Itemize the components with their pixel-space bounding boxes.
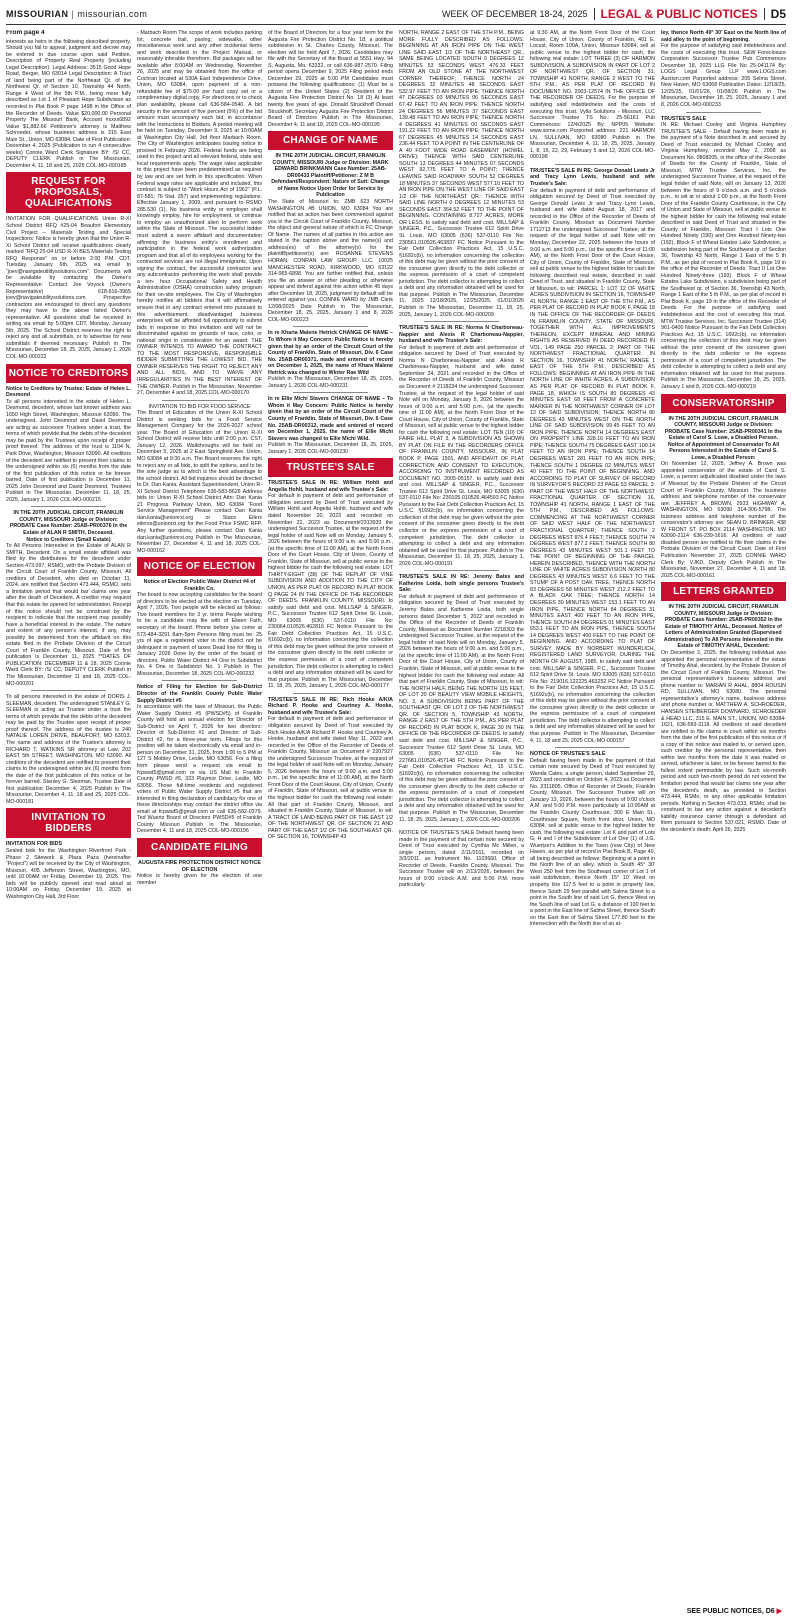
notice-text: Notice of Election Public Water District #4 of Franklin Co.	[143, 579, 256, 592]
notice-divider	[686, 112, 761, 113]
column-2	[137, 30, 262, 1605]
notice-text: In re Kharia Malene Hetrick CHANGE OF NAME – To Whom it May Concern: Public Notice is hereby given that by an order of the Circuit Court of the County of Franklin, State of Missouri, Div. 6 Case No. 25AB-DR00371, made and entered of record on December 1, 2025, the name of Khara Malene Hetrick was changed to Winter Rae Wild	[268, 330, 393, 376]
notice-text: For default in payment of debt and performance of obligation secured by Deed of Trust executed by Norma N Charboneau-Nappier and Alexis R Charboneau-Nappier, husband and wife dated September 24, 2021 and recorded in the Office of the Recorder of Deeds of Franklin County, Missouri as Document # 2118234 the undersigned Successor Trustee, at the request of the legal holder of said Note will on Monday, January 5, 2026 between the hours of 9:00 a.m. and 5:00 p.m., (at the specific time of 11:00 AM), at the North Front Door of the Court House, City of Union, County of Franklin, State of Missouri, sell at public venue to the highest bidder for cash the following real estate: LOT TEN (10) OF FAIRE HILL PLAT 3, A SUBDIVISION AS SHOWN BY PLAT ON FILE IN THE RECORDERS OFFICE OF FRANKLIN COUNTY, MISSOURI, IN PLAT BOOK P, PAGE 1501, AND AFFIDAVIT OF PLAT CORRECTION AND CONSENT TO EXECUTION, ACCORDING TO INSTRUMENT RECORDED AS DOCUMENT NO. 2005-05157. to satisfy said debt and cost. MILLSAP & SINGER, P.C., Successor Trustee 612 Spirit Drive St. Louis, MO 63005 (636) 537-0110 File No: 230105.010526.464593 FC Notice Pursuant to the Fair Debt Collection Practices Act, 15 U.S.C. §1692c(b), no information concerning the collection of this debt may be given without the prior consent of the consumer given directly to the debt collector or the express permission of a court of competent jurisdiction. The debt collector is attempting to collect a debt and any information obtained will be used for that purpose. Publish in The Missourian, December 11, 18, 25, 2025, January 1, 2026 COL-MO-000191	[399, 344, 524, 567]
arrow-right-icon: ▶	[776, 1608, 782, 1615]
notice-text: IN THE 20TH JUDICIAL CIRCUIT, FRANKLIN COUNTY, MISSOURI Judge or Division: MARK EDWARD BRINKMANN Case Number: 25AB-DR00433 Plaintiff/Petitioner: Z M B Defendant/Respondent: Nature of Suit: Change of Name Notice Upon Order for Service by Publication	[271, 153, 390, 199]
notice-divider	[293, 693, 368, 694]
notice-text: On November 12, 2025, Jeffrey A. Brown was appointed conservator of the estate of Carol S. Lowe, a person adjudicated disabled under the laws of Missouri by the Probate Division of the Circuit Court of Franklin County, Missouri. The business address and telephone number of the conservator are: JEFFREY A. BROWN, 2933 HIGHWAY A, WASHINGTON, MO 63090 314-306-5798. The business address and telephone number of the conservator's attorney are: SEAN D. BRINKER, 438 W FRONT ST. PO BOX 2114 WASHINGTON, MO 63090-2114 636-239-1616. All creditors of said disabled person are notified to file their claims in the Probate Division of the Circuit Court. Date of First Publication November 27, 2025 CONNIE WARD Clerk By: VJKD, Deputy Clerk Publish in The Missourian, November 27, December 4, 11 and 18, 2025 COL-MO-000161	[661, 461, 786, 579]
notice-text: The board is now accepting candidates for the board of directors to be elected at the election on Tuesday, April 7, 2026. Two people will be elected as follows: Two board members for 3 yr. terms People wishing to be a candidate may file with of Eileen Fath, secretary of the board. Phone before you come at 573-484-3291 8am-5pm Persons filing must be: 25 yrs of age a registered voter in the district not be delinquent in payment of taxes Dead line for filing is January 2026 Done by the order of the board of directors, Public Water District #4 One in Subdistrict No. 4 One in Subdistrict No. 1 Publish in The Missourian, December 18, 2025 COL-MO-000232	[137, 592, 262, 677]
notice-text: Notice to Creditors by Trustee: Estate of Helen L. Desmond	[6, 385, 131, 399]
notice-divider	[293, 326, 368, 327]
notice-text: Notice of Filing for Election for Sub-District Director of the Franklin County Public Water Supply District #5	[137, 684, 262, 704]
notice-text: For the purpose of satisfying said indebtedness and the costs of executing this trust. S&W Foreclosure Corporation Successor Trustee Pub Commences December 18, 2025 LLG File No 25-041174 By: LOGS Legal Group LLP www.LOGS.com Auction.com Purported address: 205 Selma Street, New Haven, MO 63068 Publication Dates: 12/18/25, 12/25/25, 01/01/26, 01/08/26 Publish in The Missourian, December 18, 25, 2025, January 1 and 8, 2026 COL-MO-000233	[661, 43, 786, 109]
column-4	[399, 30, 524, 1605]
section-heading: REQUEST FOR PROPOSALS, QUALIFICATIONS	[6, 172, 131, 213]
notice-columns	[6, 30, 786, 1605]
notice-text: INVITATION TO BID FOR FOOD SERVICE	[148, 403, 251, 410]
notice-text: interests as heirs in the following described property. Should you fail to appear, judgment and decree may be entered in due course upon said Petition. Description of Property Real Property (including Legal Description): Legal Address: 3515 Good Hope Road, Berger, MO 63014 Legal Description: A Tract of land being part of the Northeast Qr. of the Northwest Qr. of Section 10, Township 44 North, Range 4 West of the 5th P.M., being more fully described as Lot 1 of Pleasant Hope Subdivision as recorded in Plat Book P page 1498 in the Office of the Recorder of Deeds. Value $20,000.00 Personal Property The Missouri Bank, Account #xxxx6892 Value $1,882.66 Petitioner's attorney is Matthew Schroeder, whose business address is 315 East Main St., Union, MO 63084. Date of First Publication: December 4, 2025 (Publication to run 4 consecutive weeks) Connie Ward Clerk Signature BY: /S/ CC, DEPUTY CLERK Publish in The Missourian, December 4, 11, 18 and 25, 2025 COL-MO-000185	[6, 38, 131, 169]
notice-divider	[424, 826, 499, 827]
section-heading: TRUSTEE'S SALE	[268, 458, 393, 477]
notice-text: Publish in The Missourian, December 18, 25, 2025, January 1, 2026 COL-MO-000230	[268, 442, 393, 455]
notice-text: For default in payment of debt and performance of obligation secured by Deed of Trust executed by William Hohlt and Angelia Hohlt, husband and wife dated November 20, 2023 and recorded on November 21, 2023 as Document#2313933 the undersigned Successor Trustee, at the request of the legal holder of said Note will on Monday, January 5, 2026 between the hours of 9:00 a.m. and 5:00 p.m., (at the specific time of 11:00 AM), at the North Front Door of the Court House, City of Union, County of Franklin, State of Missouri, sell at public venue to the highest bidder for cash the following real estate: LOT THIRTY-EIGHT (38) OF THE REPLAT OF VINE SUBDIVISION AND ADDITION TO THE CITY OF UNION, AS PER PLAT OF RECORD IN PLAT BOOK Q PAGE 24 IN THE OFFICE OF THE RECORDER OF DEEDS, FRANKLIN COUNTY, MISSOURI. to satisfy said debt and cost. MILLSAP & SINGER, P.C., Successor Trustee 612 Spirit Drive St. Louis, MO 63005 (636) 537-0110 File No: 230064.010526.462816 FC Notice Pursuant to the Fair Debt Collection Practices Act, 15 U.S.C. §1692c(b), no information concerning the collection of this debt may be given without the prior consent of the consumer given directly to the debt collector or the express permission of a court of competent jurisdiction. The debt collector is attempting to collect a debt and any information obtained will be used for that purpose. Publish in The Missourian, December 11, 18, 25, 2025, January 1, 2026 COL-MO-000177	[268, 493, 393, 690]
notice-text: of the Board of Directors for a four year term for the Augusta Fire Protection District No. 18, a political subdivision in St. Charles County, Missouri. The election will be held April 7, 2026. Candidates may file with the Secretary of the Board at 5551 Hwy. 94 S, Augusta, Mo. 63332, or call 636-987-2570. Filing period opens December 9, 2025 Filing period ends December 29, 2025 at 5:00 PM Candidates must possess the following qualifications: (1) Must be a citizen of the United States (2) Resident of the Augusta Fire Protection District No. 18 (3) At least twenty five years of age. Donald Struckhoff Donald Struckhoff, Secretary Augusta Fire Protection District Board of Directors Publish in The Missourian, December 4, 11 and 18, 2025 COL-MO-000195	[268, 30, 393, 128]
notice-text: In re Ellie Michi Stavers CHANGE OF NAME – To Whom it May Concern: Public Notice is hereby given that by an order of the Circuit Court of the County of Franklin, State of Missouri, Div. 6 Case No. 25AB-DR00312, made and entered of record on December 1, 2025, the name of Ellie Michi Stavers was changed to Ellie Michi Wild.	[268, 396, 393, 442]
section-heading: NOTICE OF ELECTION	[137, 557, 262, 576]
column-5	[530, 30, 655, 1605]
notice-text: IN THE 20TH JUDICIAL CIRCUIT, FRANKLIN COUNTY, MISSOURI Judge or Division: PROBATE Case Number: 25AB-PR00352 In the Estate of TIMOTHY AHAL, Deceased. Notice of Letters of Administration Granted (Supervised Administration) To All Persons Interested in the Estate of TIMOTHY AHAL, Decedent:	[663, 604, 784, 650]
notice-divider	[293, 392, 368, 393]
notice-text: TRUSTEE'S SALE IN RE: George Donald Lewis Jr and Tracy Lynn Lewis, husband and wife Trustee's Sale:	[530, 167, 655, 188]
column-6	[661, 30, 786, 1605]
notice-text: IN RE: Michael Cooley and Virginia Humphrey TRUSTEE'S SALE - Default having been made in the payment of a Note described in and secured by Deed of Trust executed by Michael Cooley and Virginia Humphrey, recorded May 2, 2008 as Document No. 0808205, in the office of the Recorder of Deeds for the County of Franklin, State of Missouri, MTW Trustee Services, Inc. the undersigned Successor Trustee, at the request of the legal holder of said Note, will on January 13, 2026 between the hours of 9 o'clock a.m. and 5 o'clock p.m., to wit at or about 1:00 p.m., at the North Front Door of the Franklin County Courthouse, in the City of Union and State of Missouri, sell at public venue to the highest bidder for cash the following real estate described in said Deed of Trust and situated in the County of Franklin, Missouri: Tract I Lots One Hundred Ninety (190) and One Hundred Ninety-two (192), Block F of Wheat Estates Lake Subdivision, a subdivision being part of the Southwest qr. of Section 36, Township 43 North, Range 1 East of the 5 th P.M., as per plat of record in Plat Book K, page 19 in the office of the Recorder of Deeds. Tract II Lot One Hundred Ninety-three (193), Block F of Wheat Estates Lake Subdivision, a subdivision being part of the Southwest qr. of Section 36, Township 43 North, Range 1 East of the 5 th P.M., as per plat of record in Plat Book K, page 19 in the office of the Recorder of Deeds. For the purpose of satisfying said indebtedness and the cost of executing this trust. MTW Trustee Services, Inc. Successor Trustee (314) 961-0400 Notice Pursuant to the Fair Debt Collection Practices Act, 15 U.S.C. 1692c(b), no information concerning the collection of this debt may be given without the prior consent of the consumer given directly to the debt collector or the express permission of a court of competent jurisdiction. The debt collector is attempting to collect a debt and any information obtained will be used for that purpose. Publish in The Missourian, December 18, 25, 2025, January 1 and 8, 2026 COL-MO-000219	[661, 122, 786, 390]
notice-text: Publish in The Missourian, December 18, 25, 2025, January 1, 2026 COL-MO-000231	[268, 376, 393, 389]
notice-text: NOTICE OF TRUSTEE'S SALE Default having been made in the payment of that certain note secured by Deed of Trust executed by Cynthia Mc Millen, a single person, dated 2/11/2011, recorded on 3/3/2011, as Instrument No. 1103660, Office of Recorder of Deeds, Franklin County, Missouri. The Successor Trustee will on 2/13/2026, between the hours of 9:00 o'clock A.M. and 5:00 P.M. more particularly	[399, 830, 524, 889]
continue-text: SEE PUBLIC NOTICES, D6	[686, 1608, 775, 1615]
notice-text: To All Persons Interested in the Estate of ALAN R SMITH, Decedent: On a small estate affidavit was filed by the distributees for the decedent under Section 473.097, RSMO, with the Probate Division of the Circuit Court of Franklin County, Missouri. All creditors of Decedent, who died on October 11, 2024, are notified that Section 473.444, RSMO, sets a limitation period that would bar claims one year after the death of Decedent. A creditor may request that this estate be opened for administration. Receipt of this notice should not be construed by the recipient to indicate that the recipient may possibly have a beneficial interest in the estate. The nature and extent of any person's interest, if any, may possibly be determined from the affidavit on this estate filed in the Probate Division of the Circuit Court of Franklin County, Missouri. Date of first publication is December 11, 2025 **DATES OF PUBLICATION: DECEMBER 11 & 18, 2025 Connie Ward Clerk BY: /S/ CC, DEPUTY CLERK Publish in The Missourian, December 11 and 18, 2025 COL-MO-000201	[6, 543, 131, 687]
notice-text: To all persons interested in the estate of Helen L. Desmond, decedent, whose last known address was 1650 High Street, Washington, Missouri 63090. The undersigned, John Desmond and David Desmond are acting as successor Trustees under a trust, the terms of which provide that the debts of the decedent may be paid by the Trustees upon receipt of proper proof thereof. The address of the trust is 1104 N. Park Drive, Washington, Missouri 63090. All creditors of the decedent are notified to present their claims to the undersigned within six (6) months from the date of the first publication of this notice or be forever barred. Date of first publication is December 11, 2025 John Desmond and David Desmond, Trustees Publish in The Missourian, December 11, 18, 25, 2025, January 1, 2026 COL-MO-000215	[6, 398, 131, 503]
section-title: LEGAL & PUBLIC NOTICES	[600, 7, 758, 21]
notice-text: TRUSTEE'S SALE	[661, 115, 707, 122]
notice-text: For default in payment of debt and performance of obligation secured by Deed of Trust executed by Rich Hooke A/K/A Richard P. Hooke and Courtney A. Hooke, husband and wife dated May 11, 2022 and recorded in the Office of the Recorder of Deeds of Franklin County, Missouri as Document # 2207927 the undersigned Successor Trustee, at the request of the legal holder of said Note will on Monday, January 5, 2026 between the hours of 9:00 a.m. and 5:00 p.m., (at the specific time of 11:00 AM), at the North Front Door of the Court House, City of Union, County of Franklin, State of Missouri, sell at public venue to the highest bidder for cash the following real estate: All that part of Franklin County, Missouri, and situated in Franklin County, State of Missouri, to wit: A TRACT OF LAND BEING PART OF THE EAST 1/2 OF THE NORTHWEST QR. OF SECTION 21 AND PART OF THE EAST 1/2 OF THE SOUTHEAST QR. OF SECTION 16, TOWNSHIP 43	[268, 716, 393, 841]
notice-text: To all persons interested in the estate of DORIS J. SLEEMAN, decedent. The undersigned STANLEY G. SLEEMAN is acting as Trustee under a trust the terms of which provide that the debts of the decedent may be paid by the Trustee upon receipt of proper proof thereof. The address of the trustee is 240 NATALIE LOREN DRIVE, BEAUFORT, MO 63013. The name and address of the Trustee's attorney is RICHARD T. WATKINS SR attorney at Law, 202 EAST 5th STREET, WASHINGTON, MO 63090. All creditors of the decedent are notified to present their claims to the undersigned within six (6) months from the date of the first publication of this notice or be forever barred. Stanley G. Sleeman, Trustee Date of first publication December 4, 2025 Publish in The Missourian, December 4, 11, 18 and 25, 2025 COL-MO-000181	[6, 694, 131, 805]
notice-text: For default in payment of debt and performance of obligation secured by Deed of Trust executed by George Donald Lewis Jr and Tracy Lynn Lewis, husband and wife dated August 18, 2017 and recorded in the Office of the Recorder of Deeds of Franklin County, Missouri as Document Number 1712713 the undersigned Successor Trustee, at the request of the legal holder of said Note will on Monday, December 22, 2025 between the hours of 9:00 a.m. and 5:00 p.m., (at the specific time of 11:00 AM), at the North Front Door of the Court House, City of Union, County of Franklin, State of Missouri, sell at public venue to the highest bidder for cash the following described real estate, described in said Deed of Trust, and situated in Franklin County, State of Missouri, to wit: PARCEL 1: LOT 12 OF WHITE ACRES SUBDIVISION IN SECTION 16, TOWNSHIP 41 NORTH, RANGE 1 EAST OF THE 5TH P.M., AS PER PLAT OF RECORD IN PLAT BOOK F, PAGE 18 IN THE OFFICE OF THE RECORDER OF DEEDS IN FRANKLIN COUNTY, STATE OF MISSOURI. TOGETHER WITH ALL IMPROVEMENTS THEREON, EXCEPT MINERAL AND MINING RIGHTS AS RESERVED IN DEED RECORDED IN VOL. 149 PAGE 250 PARCEL 2: PART OF THE NORTHWEST FRACTIONAL QUARTER IN SECTION 16, TOWNSHIP 41 NORTH, RANGE 1 EAST OF THE 5TH P.M., DESCRIBED AS FOLLOWS: BEGINNING AT AN IRON PIPE IN THE NORTH LINE OF WHITE ACRES, A SUBDIVISION AS PER PLAT OF RECORD IN PLAT BOOK F, PAGE 18, WHICH IS SOUTH 80 DEGREES 43 MINUTES EAST 68 FEET FROM A CONCRETE MARKER IN THE NORTHWEST CORNER OF LOT 12 OF SAID SUBDIVISION; THENCE NORTH 80 DEGREES 43 MINUTES WEST ON THE NORTH LINE OF SAID SUBDIVISION 99.45 FEET TO AN IRON PIPE; THENCE NORTH 14 DEGREES EAST ON PROPERTY LINE 328.16 FEET TO AN IRON PIPE; THENCE SOUTH 75 DEGREES EAST 100.14 FEET TO AN IRON PIPE; THENCE SOUTH 14 DEGREES WEST 281 FEET TO AN IRON PIPE; THENCE SOUTH 1 DEGREE 02 MINUTES WEST 40 FEET TO THE POINT OF BEGINNING. AND ACCORDING TO PLAT OF SURVEY OF RECORD IN SURVEYOR'S RECORD 23 PAGE 53 PARCEL 3: PART OF THE WEST HALF OF THE NORTHWEST FRACTIONAL QUARTER OF SECTION 16, TOWNSHIP 41 NORTH, RANGE 1 EAST OF THE 5TH P.M., DESCRIBED AS FOLLOWS: COMMENCING AT THE NORTHWEST CORNER OF SAID WEST HALF OF THE NORTHWEST FRACTIONAL QUARTER; THENCE SOUTH 2 DEGREES WEST 876.4 FEET; THENCE SOUTH 74 DEGREES WEST 877.2 FEET; THENCE SOUTH 80 DEGREES 43 MINUTES WEST 501.1 FEET TO THE POINT OF BEGINNING OF THE PARCEL HEREIN DESCRIBED, THENCE WITH THE NORTH LINE OF WHITE ACRES SUBDIVISION NORTH 80 DEGREES 43 MINUTES WEST 6.6 FEET TO THE STUMP OF A POST OAK TREE, THENCE NORTH 83 DEGREES 58 MINUTES WEST 212.2 FEET TO A BLACK OAK TREE; THENCE NORTH 14 DEGREES 30 MINUTES WEST 153.1 FEET TO AN IRON PIPE, THENCE NORTH 84 DEGREES 31 MINUTES EAST 400 FEET TO AN IRON PIPE, THENCE SOUTH 84 DEGREES 01 MINUTES EAST 653.1 FEET TO AN IRON PIPE, THENCE SOUTH 14 DEGREES WEST 400 FEET TO THE POINT OF BEGINNING. AND ACCORDING TO PLAT OF SURVEY MADE BY NORBERT WUNDERLICH, REGISTERED LAND SURVEYOR, DURING THE MONTH OF AUGUST, 1985. to satisfy said debt and cost. MILLSAP & SINGER, P.C., Successor Trustee 612 Spirit Drive St. Louis, MO 63005 (636) 537-0110 File No: 219016.122225.463252 FC Notice Pursuant to the Fair Debt Collection Practices Act, 15 U.S.C. §1692c(b), no information concerning the collection of this debt may be given without the prior consent of the consumer given directly to the debt collector or the express permission of a court of competent jurisdiction. The debt collector is attempting to collect a debt and any information obtained will be used for that purpose. Publish in The Missourian, December 4, 11, 18 and 25, 2025 COL-MO-000157	[530, 187, 655, 744]
notice-divider	[31, 690, 106, 691]
masthead-divider	[594, 8, 595, 20]
page-number: D5	[770, 7, 786, 21]
notice-text: NOTICE OF TRUSTEE'S SALE	[530, 751, 606, 758]
section-heading: INVITATION TO BIDDERS	[6, 808, 131, 838]
notice-divider	[424, 321, 499, 322]
notice-divider	[162, 400, 237, 401]
section-heading: CANDIDATE FILING	[137, 838, 262, 857]
notice-text: The Board of Education of the Union R-XI School District is seeking bids for a Food Service Management Company for the 2026-2027 school year. The Board of Education of the Union R-XI School District will receive bids until 2:00 p.m. CST, January 12, 2026. Walkthroughs will be held on December 5, 2025 at 2 East Springfield Ave. Union, MO 63084 at 9:30 a.m. The Board reserves the right to reject any or all bids, to split the options, and to be the sole judge as to which is the best advantage to the school district. All bid inquiries should be directed to Dr. Dan Kania, Assistant Superintendent, Union R-XI School District Telephone 636-583-8626 Address bids to: Union R-XI School District Attn: Dan Kania 21 Progress Parkway Union, MO 63084 “Food Service Management” Please contact Dan Kania dan.kania@unionrxi.org or Stace Eilers eilerss@unionrxi.org for the Food Price FSMC RFP. Any further questions, please contact Dan Kania dan.kania@unionrxi.org Publish in The Missourian, November 27, December 4, 11 and 18, 2025 COL-MO-000162	[137, 410, 262, 554]
notice-text: INVITATION FOR BIDS	[6, 841, 63, 848]
notice-text: NORTH, RANGE 2 EAST OF THE 5TH P.M., BEING MORE FULLY DESCRIBED AS FOLLOWS: BEGINNING AT AN IRON PIPE ON THE WEST LINE SAID EAST 1/2 OF THE NORTHEAST QR., SAME BEING LOCATED SOUTH 0 DEGREES 12 MINUTES 53 SECONDS WEST 476.33 FEET FROM AN OLD STONE AT THE NORTHWEST CORNER THEREOF; THENCE NORTH 24 DEGREES 32 MINUTES 48 SECONDS EAST 532.97 FEET TO AN IRON PIPE; THENCE NORTH 47 DEGREES 03 MINUTES 06 SECONDS EAST 67.42 FEET TO AN IRON PIPE; THENCE NORTH 24 DEGREES 56 MINUTES 37 SECONDS EAST 139.48 FEET TO AN IRON PIPE; THENCE NORTH 4 DEGREES 41 MINUTES 00 SECONDS EAST 191.22 FEET TO AN IRON PIPE; THENCE NORTH 67 DEGREES 45 MINUTES 14 SECONDS EAST 236.44 FEET TO A POINT IN THE CENTERLINE OF A 40 FOOT WIDE ROAD EASEMENT (HOWEL DRIVE); THENCE WITH SAID CENTERLINE SOUTH 13 DEGREES 44 MINUTES 07 SECONDS WEST 92.775 FEET TO A POINT; THENCE LEAVING SAID ROADWAY SOUTH 52 DEGREES 18 MINUTES 37 SECONDS WEST 577.10 FEET TO AN IRON PIPE ON THE WEST LINE OF SAID EAST 1/2 OF THE NORTHEAST QR.; THENCE WITH SAID LINE NORTH 0 DEGREES 12 MINUTES 53 SECONDS EAST 364.52 FEET TO THE POINT OF BEGINNING, CONTAINING 8.727 ACRES, MORE OR LESS. to satisfy said debt and cost. MILLSAP & SINGER, P.C., Successor Trustee 612 Spirit Drive St. Louis, MO 63005 (636) 537-0110 File No: 230561.010526.463837 FC Notice Pursuant to the Fair Debt Collection Practices Act, 15 U.S.C. §1692c(b), no information concerning the collection of this debt may be given without the prior consent of the consumer given directly to the debt collector or the express permission of a court of competent jurisdiction. The debt collector is attempting to collect a debt and any information obtained will be used for that purpose. Publish in The Missourian, December 11, 2025 12/18/2025, 12/25/2025, 01/01/2026 Publish in The Missourian, December 11, 18, 25, 2025, January 1, 2026 COL-MO-000209	[399, 30, 524, 318]
notice-text: TRUSTEE'S SALE IN RE: Jeremy Bates and Katherine Loida, both single persons Trustee's Sale:	[399, 574, 524, 594]
notice-text: - Marbach Room The scope of work includes parking lot, concrete trail, paving, sidewalks, other miscellaneous work and any other incidental items and work described in the Project Manual, or reasonably inferable therefrom. Bid packages will be available after 8:00AM on Wednesday, November 26, 2025 and may be obtained from the office of Cochran located at 530A East Independence Drive, Union, MO 63084, upon payment of a non-refundable fee of $75.00 per hard copy set or a complimentary digital copy. For directions or to check plan availability, please call 636-584-0540. A bid security in the amount of five percent (5%) of the bid amount must accompany each bid, in accordance with the Instructions to Bidders. A prebid meeting will be held on Tuesday, December 9, 2025 at 10:00AM at Washington City Hall, 3rd floor Marbach Room. The City of Washington anticipates issuing notice to proceed in February 2026. Federal funds are being used in this project and all relevant federal, state and local requirements apply. The wage rates applicable to this project have been predetermined as required by law and are set forth in this specification. When Federal wage rates are applicable and included, this contract is subject to “Work Hours Act of 1962” (P.L. 87-581; 76 Stat. 357) and implementing regulations. Effective January 1, 2009, and pursuant to RSMO 285.530 (1), No business entity or employer shall knowingly employ, hire for employment, or continue to employ an unauthorized alien to perform work within the State of Missouri. The successful bidder must submit a sworn affidavit and documentation affirming the business entity's enrollment and participation in the federal work authorization program and that all of its employees working for the contracted services are not illegal immigrants. Upon signing the contract, the successful contractor and any subcontractor performing the work shall provide a ten- hour Occupational Safety and Health Administration (OSHA) construction safety program for their on-site employees. The City of Washington hereby notifies all bidders that it will affirmatively ensure that in any contract entered into pursuant to this advertisement, disadvantaged business enterprises will be afforded full opportunity to submit bids in response to this invitation and will not be discriminated against on grounds of race, color, or national origin in consideration for an award. THE OWNER INTENDS TO AWARD THE CONTRACT TO THE MOST RESPONSIVE, RESPONSIBLE BIDDER SUBMITTING THE LOWEST BID. THE OWNER RESERVES THE RIGHT TO REJECT ANY AND ALL BIDS, AND TO WAIVE ANY IRREGULARITIES IN THE BEST INTEREST OF THE OWNER. Publish in The Missourian, November 27, December 4 and 18, 2025 COL-MO-000170	[137, 30, 262, 397]
notice-text: Sealed bids for the Washington Riverfront Park - Phase 2 Sitework & Plaza Paza (hereinafter “Project”) will be received by the City of Washington, Missouri, 405 Jefferson Street, Washington, MO, until 10:00AM on Friday, December 19, 2025. The bids will be publicly opened and read aloud at 10:00AM on Friday, December 19, 2025 at Washington City Hall, 3rd Floor	[6, 847, 131, 900]
notice-divider	[31, 506, 106, 507]
notice-divider	[555, 747, 630, 748]
masthead-right	[442, 7, 786, 21]
notice-text: TRUSTEE'S SALE IN RE: William Hohlt and Angelia Hohlt, husband and wife Trustee's Sale:	[268, 480, 393, 493]
section-heading: NOTICE TO CREDITORS	[6, 364, 131, 383]
notice-text: AUGUSTA FIRE PROTECTION DISTRICT NOTICE OF ELECTION	[138, 859, 261, 873]
masthead-left	[6, 9, 147, 19]
masthead-separator: |	[71, 9, 75, 19]
publication-name: MISSOURIAN	[6, 9, 69, 19]
notice-text: In accordance with the laws of Missouri, the Public Water Supply District #5 (PWSD#5) of Franklin County will hold an annual election for Director of Sub-District on April 7, 2026 for two directors: Director of Sub-District #1 and Director of Sub-District #2, for a three-year term. Filings for this position will be taken electronically via email and in-person on December 31, 2025, from 1:00 to 5 PM at 127 S Mobley Drive, Leslie, MO 63056. For a filing form please send a request via email to fcpwsd5@gmail.com or via US Mail to Franklin County PWSD #5, 333 Playmor Drive, Leslie, MO 63056. Those full-time residents and registered voters of Public Water Supply District #5 that are interested in filing declaration of candidacy for one of these directorships may contact the district office via email at fcpwsd5@gmail.com or call 636-582-0379. Ted Wuertz Board of Directors PWSD#5 of Franklin County Missouri Publish in The Missourian, December 4, 11 and 18, 2025 COL-MO-000196	[137, 704, 262, 835]
section-heading: LETTERS GRANTED	[661, 582, 786, 601]
section-heading: CONSERVATORSHIP	[661, 394, 786, 413]
notice-text: Notice is hereby given for the election of one member	[137, 873, 262, 886]
notice-text: IN THE 20TH JUDICIAL CIRCUIT, FRANKLIN COUNTY, MISSOURI Judge or Division: PROBATE Case Number: 25AB-PR00376 In the Estate of ALAN R SMITH, Deceased.	[9, 510, 128, 536]
continued-from-label: From page 4	[6, 30, 45, 36]
section-heading: CHANGE OF NAME	[268, 131, 393, 150]
notice-text: Default having been made in the payment of that certain note secured by Deed of Trust executed by Wanda Cates, a single person, dated September 29, 2023 and recorded on October 4, 2023 as Document No. 2311805, Office of Recorder of Deeds, Franklin County, Missouri. The Successor Trustee will on January 13, 2026, between the hours of 9:00 o'clock A.M. and 5:00 P.M. more particularly at 10:00AM at the Franklin County Courthouse, 300 E Main St., Courthouse Square, North front door, Union, MO 63084, sell at public venue to the highest bidder for cash, the following real estate: Lot K and part of Lots G, H and I of the Subdivision of Lot One (1) of J.G. Wuertzer's Addition to the Town (now City) of New Haven, as per plat of record in Plat Book B, Page 40, all being described as follows: Beginning at a point in the North line of an alley, which is South 45° 30' West 250 feet from the Southeast corner of Lot 1 of said subdivision, thence North 15° 10' West on property line 117.5 feet to a point in property line, thence South 29 feet parallel with Salma Street to a point in the South line of said Lot G, thence West on the South line of said Lot G, a distance of 100 feet to a point in the East line of Salma Street, thence South on the East line of Salma Street 177.80 feet to the intersection with the North line of an al-	[530, 757, 655, 928]
column-1	[6, 30, 131, 1605]
notice-text: On December 2, 2025, the following individual was appointed the personal representative of the estate of Timothy Ahal, decedent, by the Probate Division of the Circuit Court of Franklin County, Missouri. The personal representative's business address and phone number is: MARIAN R AHAL, 8804 ROUSIN RD, SULLIVAN, MO 63080. The personal representative's attorney's name, business address and phone number is: MATTHEW A. SCHROEDER, HANSEN STEIBERGER DOWNARD, SCHROEDER & HEAD LLC, 315 E. MAIN ST., UNION, MO 63084-1621, 636-583-3118. All creditors of said decedent are notified to file claims in court within six months from the date of the first publication of this notice or if a copy of this notice was mailed to, or served upon, such creditor by the personal representative, then within two months from the date it was mailed or served, whichever is later, or be forever barred to the fullest extent permissible by law. Such six-month period and such two-month period do not extend the limitation period that would bar claims one year after the decedent's death, as provided in Section 473.444, RSMo, or any other applicable limitation periods. Nothing in Section 473.033, RSMo, shall be construed to bar any action against a decedent's liability insurance carrier through a defendant ad litem pursuant to Section 537.021, RSMO. Date of the decedent's death: April 26, 2025	[661, 650, 786, 833]
continue-link[interactable]	[687, 1607, 782, 1615]
notice-text: ley, thence North 49° 30' East on the North line of said alley to the point of beginning.	[661, 30, 786, 43]
notice-divider	[555, 164, 630, 165]
column-3	[268, 30, 393, 1605]
notice-text: The State of Missouri to: ZMB 623 NORTH WASHINGTON #B UNION, MO 63084 You are notified that an action has been commenced against you in the Circuit Court of Franklin County, Missouri, the object and general nature of which is FC Change Of Name. The names of all parties in this action are stated in the caption above and the name(s) and address(es) of the attorney(s) for the plaintiff/petitioner(s) are: ROSANNE STEVENS HORAN, CONRAN LAW GROUP, LLC, 10025 MANCHESTER ROAD, KIRKWOOD, MO 63122 314-965-6898. You are further notified that, unless you file an answer or other pleading or otherwise appear and defend against this action within 45 days after December 18, 2025, judgment by default will be entered against you. CONNIE WARD by JMB Clerk 12/08/2025 Date Publish in The Missourian, December 18, 25, 2025, January 1 and 8, 2026 COL-MO-000223	[268, 199, 393, 323]
notice-divider	[162, 680, 237, 681]
notice-divider	[424, 570, 499, 571]
notice-text: IN THE 20TH JUDICIAL CIRCUIT, FRANKLIN COUNTY, MISSOURI Judge or Division: PROBATE Case Number: 25AB-PR00341 In the Estate of Carol S. Lowe, a Disabled Person. Notice of Appointment of Conservator To All Persons Interested in the Estate of Carol S. Lowe, a Disabled Person:	[664, 415, 783, 461]
notice-text: at 9:30 AM, at the North Front Door of the Court House, City of Union, County of Franklin, 401 E. Locust, Room 100A, Union, Missouri 63084, sell at public venue to the highest bidder for cash, the following real estate: LOT THREE (3) OF HARMON SUBDIVISION, A SUBDIVISION IN PART OF LOT 2 OF NORTHWEST QR. OF SECTION 31, TOWNSHIP 41 NORTH, RANGE 2 WEST TO THE 5TH P.M., AS PER PLAT OF RECORD IN DOCUMENT NO. 2003-12574 IN THE OFFICE OF THE RECORDER OF DEEDS. For the purpose of satisfying said indebtedness and the costs of executing this trust. Vylla Solutions - Missouri, LLC Successor Trustee TS No.: 25-56161 Pub Commences: 12/4/2025 By: NPP05 Website: www.xome.com Purported address: 221 HARMON LN, SULLIVAN, MO 63080 Publish in The Missourian, December 4, 11, 18, 25, 2025, January 1, 8, 15, 22, 29, February 5 and 12, 2026 COL-MO-000198	[530, 30, 655, 161]
notice-text: Notice to Creditors (Small Estate)	[26, 536, 111, 543]
masthead-divider	[764, 8, 765, 20]
notice-text: INVITATION FOR QUALIFICATIONS Union R-XI School District RFQ #25-04 Beaufort Elementary Civil Project – Materials Testing and Special Inspections: Notice is hereby given that the Union R-XI School District will receive qualifications clearly marked “RFQ 25-04 USD R-XI BES Materials Testing RFQ Response” on or before 2:00 P.M. CDT, Tuesday, January 6th, 2025 via email to “joev@navigateutilitysolutions.com”. Documents will be available by contacting the Owner's Representative: Contact Joe Voyock (Owner's Representative) 618-616-3965 joev@navigateutilitysolutions.com Prospective contractors are encouraged to direct any questions they may have to the above listed Owner's representative. All questions shall be received in writing via email by 5:00pm CDT, Monday, January 5th, 2025. The School District reserves the right to reject any and all submittals, or to advertise for new submittals if deemed necessary. Publish in The Missourian, December 18, 25, 2025, January 1, 2026 COL-MO-000222	[6, 216, 131, 360]
issue-week: WEEK OF DECEMBER 18-24, 2025	[441, 9, 588, 19]
notice-text: TRUSTEE'S SALE IN RE: Rich Hooke A/K/A Richard P. Hooke and Courtney A. Hooke, husband and wife Trustee's Sale:	[268, 696, 393, 716]
website-link[interactable]: missourian.com	[77, 9, 148, 19]
notice-text: For default in payment of debt and performance of obligation secured by Deed of Trust executed by Jeremy Bates and Katherine Loida, both single persons dated December 5, 2022 and recorded in the Office of the Recorder of Deeds of Franklin County, Missouri as Document Number 2218303 the undersigned Successor Trustee, at the request of the legal holder of said Note will on Monday, January 5, 2026 between the hours of 9:00 a.m. and 5:00 p.m., (at the specific time of 11:00 AM), at the North Front Door of the Court House, City of Union, County of Franklin, State of Missouri, sell at public venue to the highest bidder for cash the following real estate: All that part of Franklin County, State of Missouri, to wit: THE NORTH HALF, BEING THE NORTH 115 FEET, OF LOT 20 OF BEAUTY VIEW MOBILE HEIGHTS, NO. 3, A SUBDIVISION BEING PART OF THE SOUTHEAST QR. OF LOT 2 OF THE NORTHWEST QR. OF SECTION 5, TOWNSHIP 43 NORTH, RANGE 2 EAST OF THE 5TH P.M., AS PER PLAT OF RECORD IN PLAT BOOK K, PAGE 30 IN THE OFFICE OF THE RECORDER OF DEEDS. to satisfy said debt and cost. MILLSAP & SINGER, P.C., Successor Trustee 612 Spirit Drive St. Louis, MO 63005 (636) 537-0110 File No: 227681.010526.457148 FC Notice Pursuant to the Fair Debt Collection Practices Act, 15 U.S.C. §1692c(b), no information concerning the collection of this debt may be given without the prior consent of the consumer given directly to the debt collector or the express permission of a court of competent jurisdiction. The debt collector is attempting to collect a debt and any information obtained will be used for that purpose. Publish in The Missourian, December 11, 18, 25, 2025, January 1, 2026 COL-MO-000206	[399, 593, 524, 823]
notice-text: TRUSTEE'S SALE IN RE: Norma N Charboneau-Nappier and Alexis R Charboneau-Nappier, husband and wife Trustee's Sale:	[399, 325, 524, 345]
masthead	[6, 4, 786, 25]
